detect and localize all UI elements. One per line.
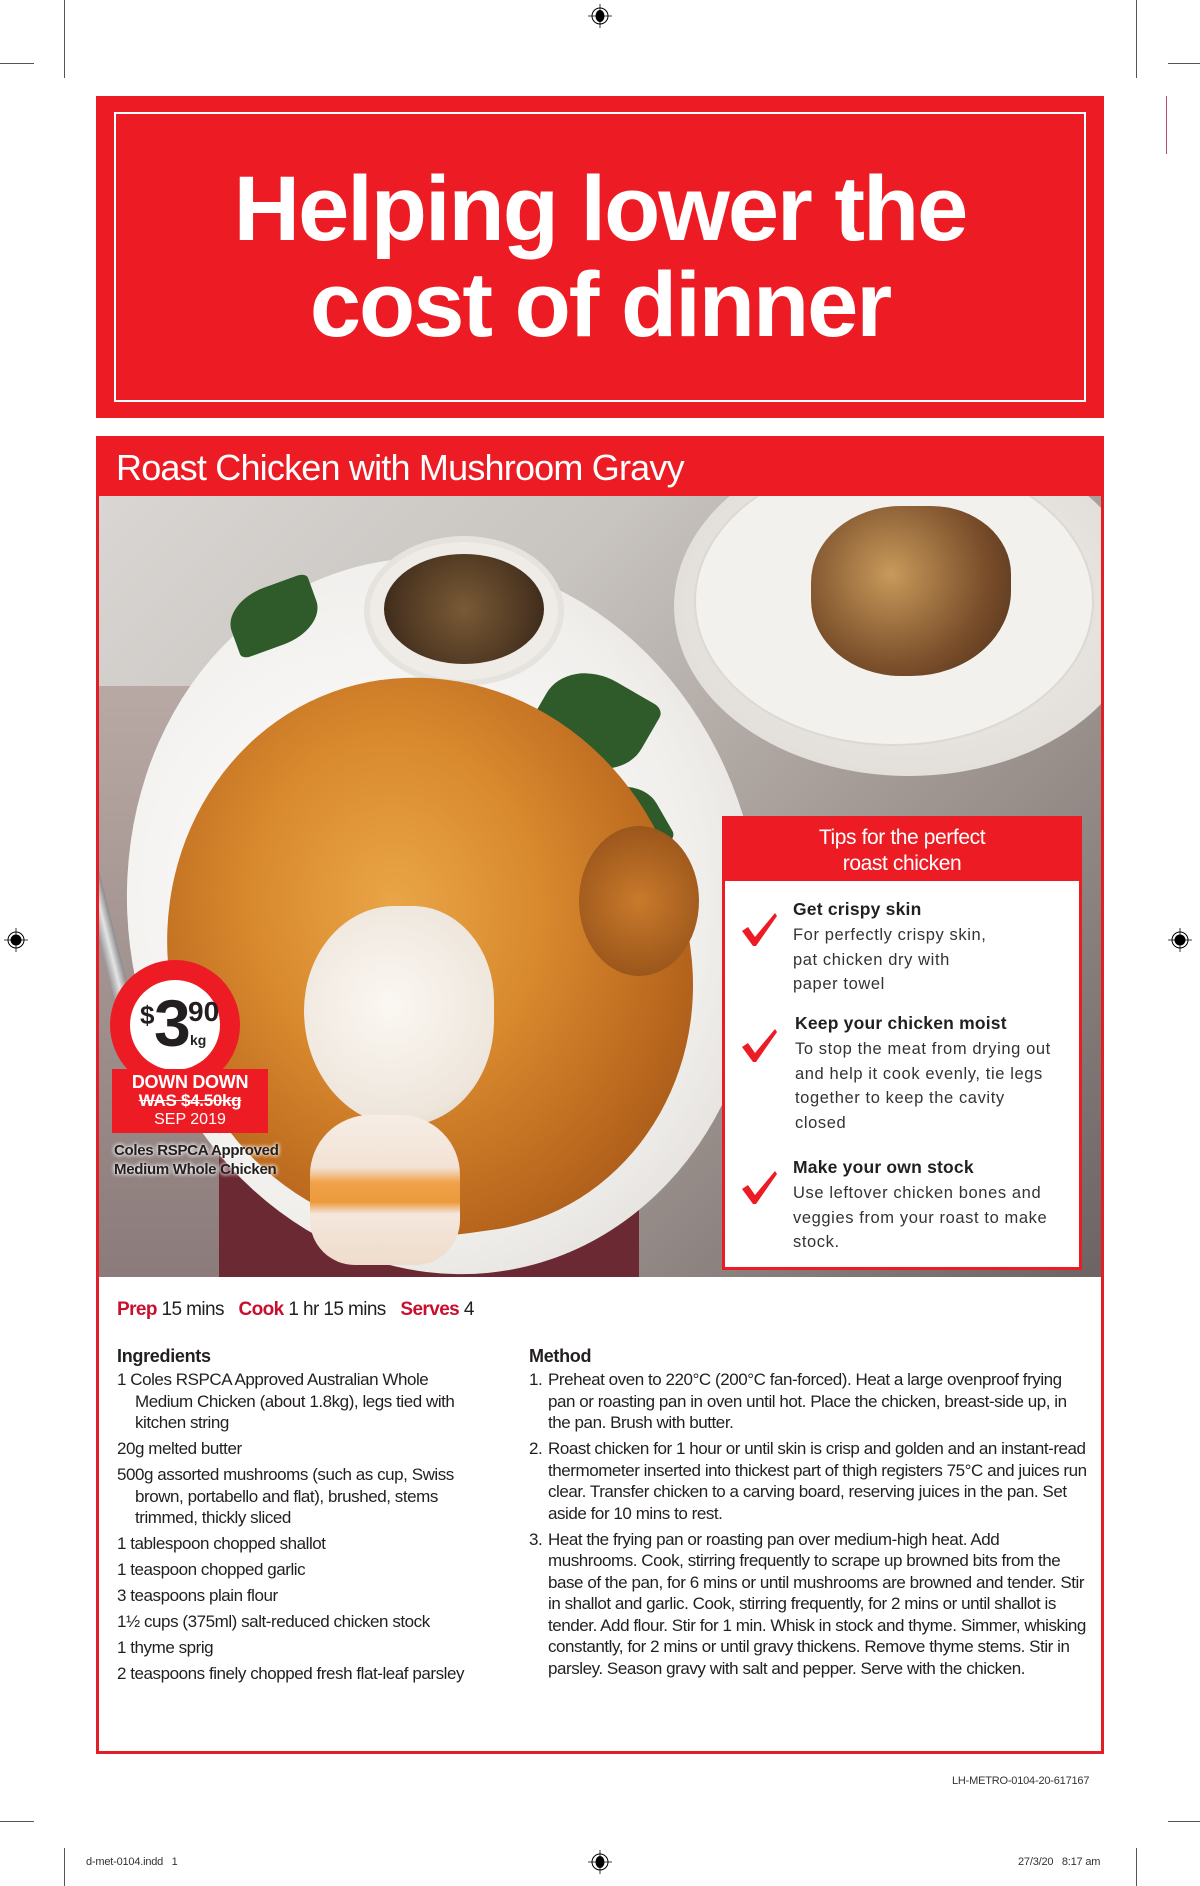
crop-mark-right-top: [1168, 63, 1200, 64]
tip-body: For perfectly crispy skin, pat chicken dry with paper towel: [793, 926, 987, 993]
tips-box: [722, 816, 1082, 1270]
tip-body: Use leftover chicken bones and veggies from your roast to make stock.: [793, 1184, 1048, 1251]
ingredients-heading: Ingredients: [117, 1346, 211, 1366]
check-icon: [739, 1167, 779, 1207]
crop-mark-left-bottom: [0, 1821, 34, 1822]
tip-title: Keep your chicken moist: [795, 1013, 1007, 1033]
ingredient-item: 1 Coles RSPCA Approved Australian Whole Medium Chicken (about 1.8kg), legs tied with kitchen string: [117, 1370, 455, 1432]
method-heading: Method: [529, 1346, 592, 1366]
cook-value: 1 hr 15 mins: [288, 1299, 386, 1320]
product-name: [114, 1141, 279, 1179]
ingredient-item: 1½ cups (375ml) salt-reduced chicken stock: [117, 1612, 430, 1631]
chicken-package-image: [310, 1115, 460, 1265]
ingredient-item: 20g melted butter: [117, 1439, 242, 1458]
ingredient-item: 1 thyme sprig: [117, 1638, 214, 1657]
method-step: [529, 1438, 1089, 1524]
trim-mark-right: [1166, 96, 1167, 154]
crop-mark-left-top: [0, 63, 34, 64]
method-step: [529, 1369, 1089, 1434]
photo-mushroom-gravy: [384, 554, 544, 664]
file-name: d-met-0104.indd 1: [86, 1856, 178, 1868]
headline-banner: [96, 96, 1104, 418]
promo-since-date: SEP 2019: [154, 1111, 226, 1128]
check-icon: [739, 909, 779, 949]
tip-title: Get crispy skin: [793, 899, 922, 919]
ingredient-item: 1 tablespoon chopped shallot: [117, 1534, 326, 1553]
ingredient-item: 3 teaspoons plain flour: [117, 1586, 278, 1605]
job-code: LH-METRO-0104-20-617167: [952, 1775, 1090, 1787]
recipe-meta: [117, 1299, 484, 1321]
step-text: Heat the frying pan or roasting pan over medium-high heat. Add mushrooms. Cook, stirring frequently to scrape up browned bits from the base of the pan, for 6 mins or until mushrooms are browned and tender. Stir in shallot and garlic. Cook, stirring frequently, for 2 mins or until shallot is tender. Add flour. Stir for 1 min. Whisk in stock and thyme. Simmer, whisking constantly, for 2 mins or until gravy thickens. Remove thyme stems. Stir in parsley. Season gravy with salt and pepper. Serve with the chicken.: [548, 1529, 1086, 1678]
serves-label: Serves: [400, 1299, 460, 1320]
method-step: [529, 1529, 1089, 1680]
photo-plated-portion: [811, 506, 1011, 676]
price-currency: $: [140, 1000, 155, 1030]
step-number: 3.: [529, 1529, 543, 1549]
tip-body: To stop the meat from drying out and help it cook evenly, tie legs together to keep the cavity closed: [795, 1040, 1051, 1132]
tips-header-line-2: roast chicken: [842, 852, 962, 875]
registration-mark-right-icon: [1168, 928, 1192, 952]
tips-header: [725, 819, 1079, 881]
step-text: Roast chicken for 1 hour or until skin is crisp and golden and an instant-read thermometer inserted into thickest part of thigh registers 75°C and juices run clear. Transfer chicken to a carving board, reserving juices in the pan. Set aside for 10 mins to rest.: [548, 1439, 1087, 1523]
prep-value: 15 mins: [161, 1299, 224, 1320]
ingredients-section: [117, 1345, 477, 1689]
method-section: [529, 1345, 1089, 1684]
print-timestamp: 27/3/20 8:17 am: [1018, 1856, 1101, 1868]
ingredient-item: 1 teaspoon chopped garlic: [117, 1560, 306, 1579]
headline-line-1: Helping lower the: [233, 158, 967, 260]
headline-frame: [114, 112, 1086, 402]
down-down-badge: [112, 1069, 268, 1133]
headline-line-2: cost of dinner: [309, 254, 891, 356]
price-unit: kg: [190, 1032, 207, 1048]
recipe-title-bar: [96, 436, 1104, 496]
cook-label: Cook: [238, 1299, 284, 1320]
tips-header-line-1: Tips for the perfect: [818, 826, 986, 849]
tip-title: Make your own stock: [793, 1157, 974, 1177]
crop-mark-top-left: [64, 0, 65, 78]
price-cents: 90: [188, 996, 220, 1027]
price-dollars: 3: [154, 986, 189, 1060]
price-ticket-center: [130, 980, 220, 1070]
promo-label: DOWN DOWN: [131, 1072, 249, 1092]
product-name-line-2: Medium Whole Chicken: [114, 1161, 277, 1178]
check-icon: [739, 1025, 779, 1065]
serves-value: 4: [463, 1299, 474, 1320]
crop-mark-bottom-right: [1136, 1848, 1137, 1886]
recipe-title: Roast Chicken with Mushroom Gravy: [116, 447, 684, 488]
ingredient-item: 2 teaspoons finely chopped fresh flat-leaf parsley: [117, 1664, 465, 1683]
crop-mark-right-bottom: [1168, 1821, 1200, 1822]
registration-mark-bottom-icon: [588, 1850, 612, 1874]
step-number: 2.: [529, 1439, 543, 1458]
was-price: WAS $4.50kg: [138, 1091, 242, 1110]
product-name-line-1: Coles RSPCA Approved: [114, 1142, 279, 1159]
prep-label: Prep: [117, 1299, 157, 1320]
photo-chicken-leg: [579, 826, 699, 976]
crop-mark-top-right: [1136, 0, 1137, 78]
ingredient-item: 500g assorted mushrooms (such as cup, Swiss brown, portabello and flat), brushed, stems trimmed, thickly sliced: [117, 1465, 454, 1527]
registration-mark-top-icon: [588, 4, 612, 28]
registration-mark-left-icon: [4, 928, 28, 952]
step-text: Preheat oven to 220°C (200°C fan-forced). Heat a large ovenproof frying pan or roasting pan in oven until hot. Place the chicken, breast-side up, in the pan. Brush with butter.: [548, 1370, 1067, 1432]
crop-mark-bottom-left: [64, 1848, 65, 1886]
step-number: 1.: [529, 1370, 543, 1389]
